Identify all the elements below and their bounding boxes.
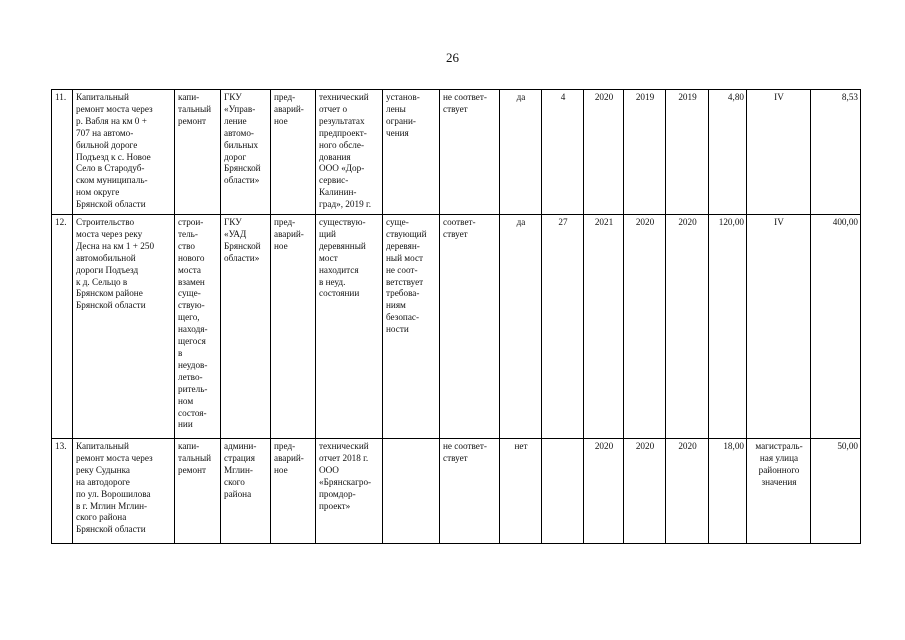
compliance: соответ- ствует <box>440 215 500 439</box>
condition: пред- аварий- ное <box>271 215 316 439</box>
cost: 400,00 <box>811 215 861 439</box>
count: 27 <box>542 215 584 439</box>
table-row <box>52 215 861 439</box>
length: 18,00 <box>709 439 747 544</box>
restriction: суще- ствующий деревян- ный мост не соот- ветствует требова- ниям безопас- ности <box>383 215 440 439</box>
work-type: строи- тель- ство нового моста взамен суще- ствую- щего, находя- щегося в неудов- летво- ритель- ном состоя- нии <box>175 215 221 439</box>
year-2: 2019 <box>624 90 666 215</box>
count: 4 <box>542 90 584 215</box>
year-2: 2020 <box>624 439 666 544</box>
bridge-works-table <box>51 89 861 544</box>
year-3: 2019 <box>666 90 709 215</box>
year-3: 2020 <box>666 215 709 439</box>
cost: 50,00 <box>811 439 861 544</box>
customer: админи- страция Мглин- ского района <box>221 439 271 544</box>
basis: технический отчет 2018 г. ООО «Брянскагро- промдор- проект» <box>316 439 383 544</box>
compliance: не соответ- ствует <box>440 439 500 544</box>
object-name: Строительство моста через реку Десна на км 1 + 250 автомобильной дороги Подъезд к д. Сельцо в Брянском районе Брянской области <box>73 215 175 439</box>
flag: да <box>500 90 542 215</box>
customer: ГКУ «УАД Брянской области» <box>221 215 271 439</box>
row-number: 11. <box>52 90 73 215</box>
condition: пред- аварий- ное <box>271 90 316 215</box>
length: 120,00 <box>709 215 747 439</box>
basis: технический отчет о результатах предпроект- ного обсле- дования ООО «Дор- сервис- Калинин- град», 2019 г. <box>316 90 383 215</box>
work-type: капи- тальный ремонт <box>175 90 221 215</box>
count <box>542 439 584 544</box>
object-name: Капитальный ремонт моста через реку Судынка на автодороге по ул. Ворошилова в г. Мглин Мглин- ского района Брянской области <box>73 439 175 544</box>
cost: 8,53 <box>811 90 861 215</box>
year-1: 2020 <box>584 439 624 544</box>
flag: нет <box>500 439 542 544</box>
year-1: 2021 <box>584 215 624 439</box>
category: IV <box>747 215 811 439</box>
flag: да <box>500 215 542 439</box>
year-2: 2020 <box>624 215 666 439</box>
restriction <box>383 439 440 544</box>
condition: пред- аварий- ное <box>271 439 316 544</box>
compliance: не соответ- ствует <box>440 90 500 215</box>
table-row <box>52 90 861 215</box>
row-number: 12. <box>52 215 73 439</box>
table-row <box>52 439 861 544</box>
page-number: 26 <box>446 50 459 65</box>
row-number: 13. <box>52 439 73 544</box>
restriction: установ- лены ограни- чения <box>383 90 440 215</box>
year-1: 2020 <box>584 90 624 215</box>
customer: ГКУ «Управ- ление автомо- бильных дорог Брянской области» <box>221 90 271 215</box>
work-type: капи- тальный ремонт <box>175 439 221 544</box>
object-name: Капитальный ремонт моста через р. Вабля на км 0 + 707 на автомо- бильной дороге Подъезд к с. Новое Село в Стародуб- ском муниципаль- ном округе Брянской области <box>73 90 175 215</box>
length: 4,80 <box>709 90 747 215</box>
basis: существую- щий деревянный мост находится в неуд. состоянии <box>316 215 383 439</box>
category: IV <box>747 90 811 215</box>
year-3: 2020 <box>666 439 709 544</box>
category: магистраль- ная улица районного значения <box>747 439 811 544</box>
